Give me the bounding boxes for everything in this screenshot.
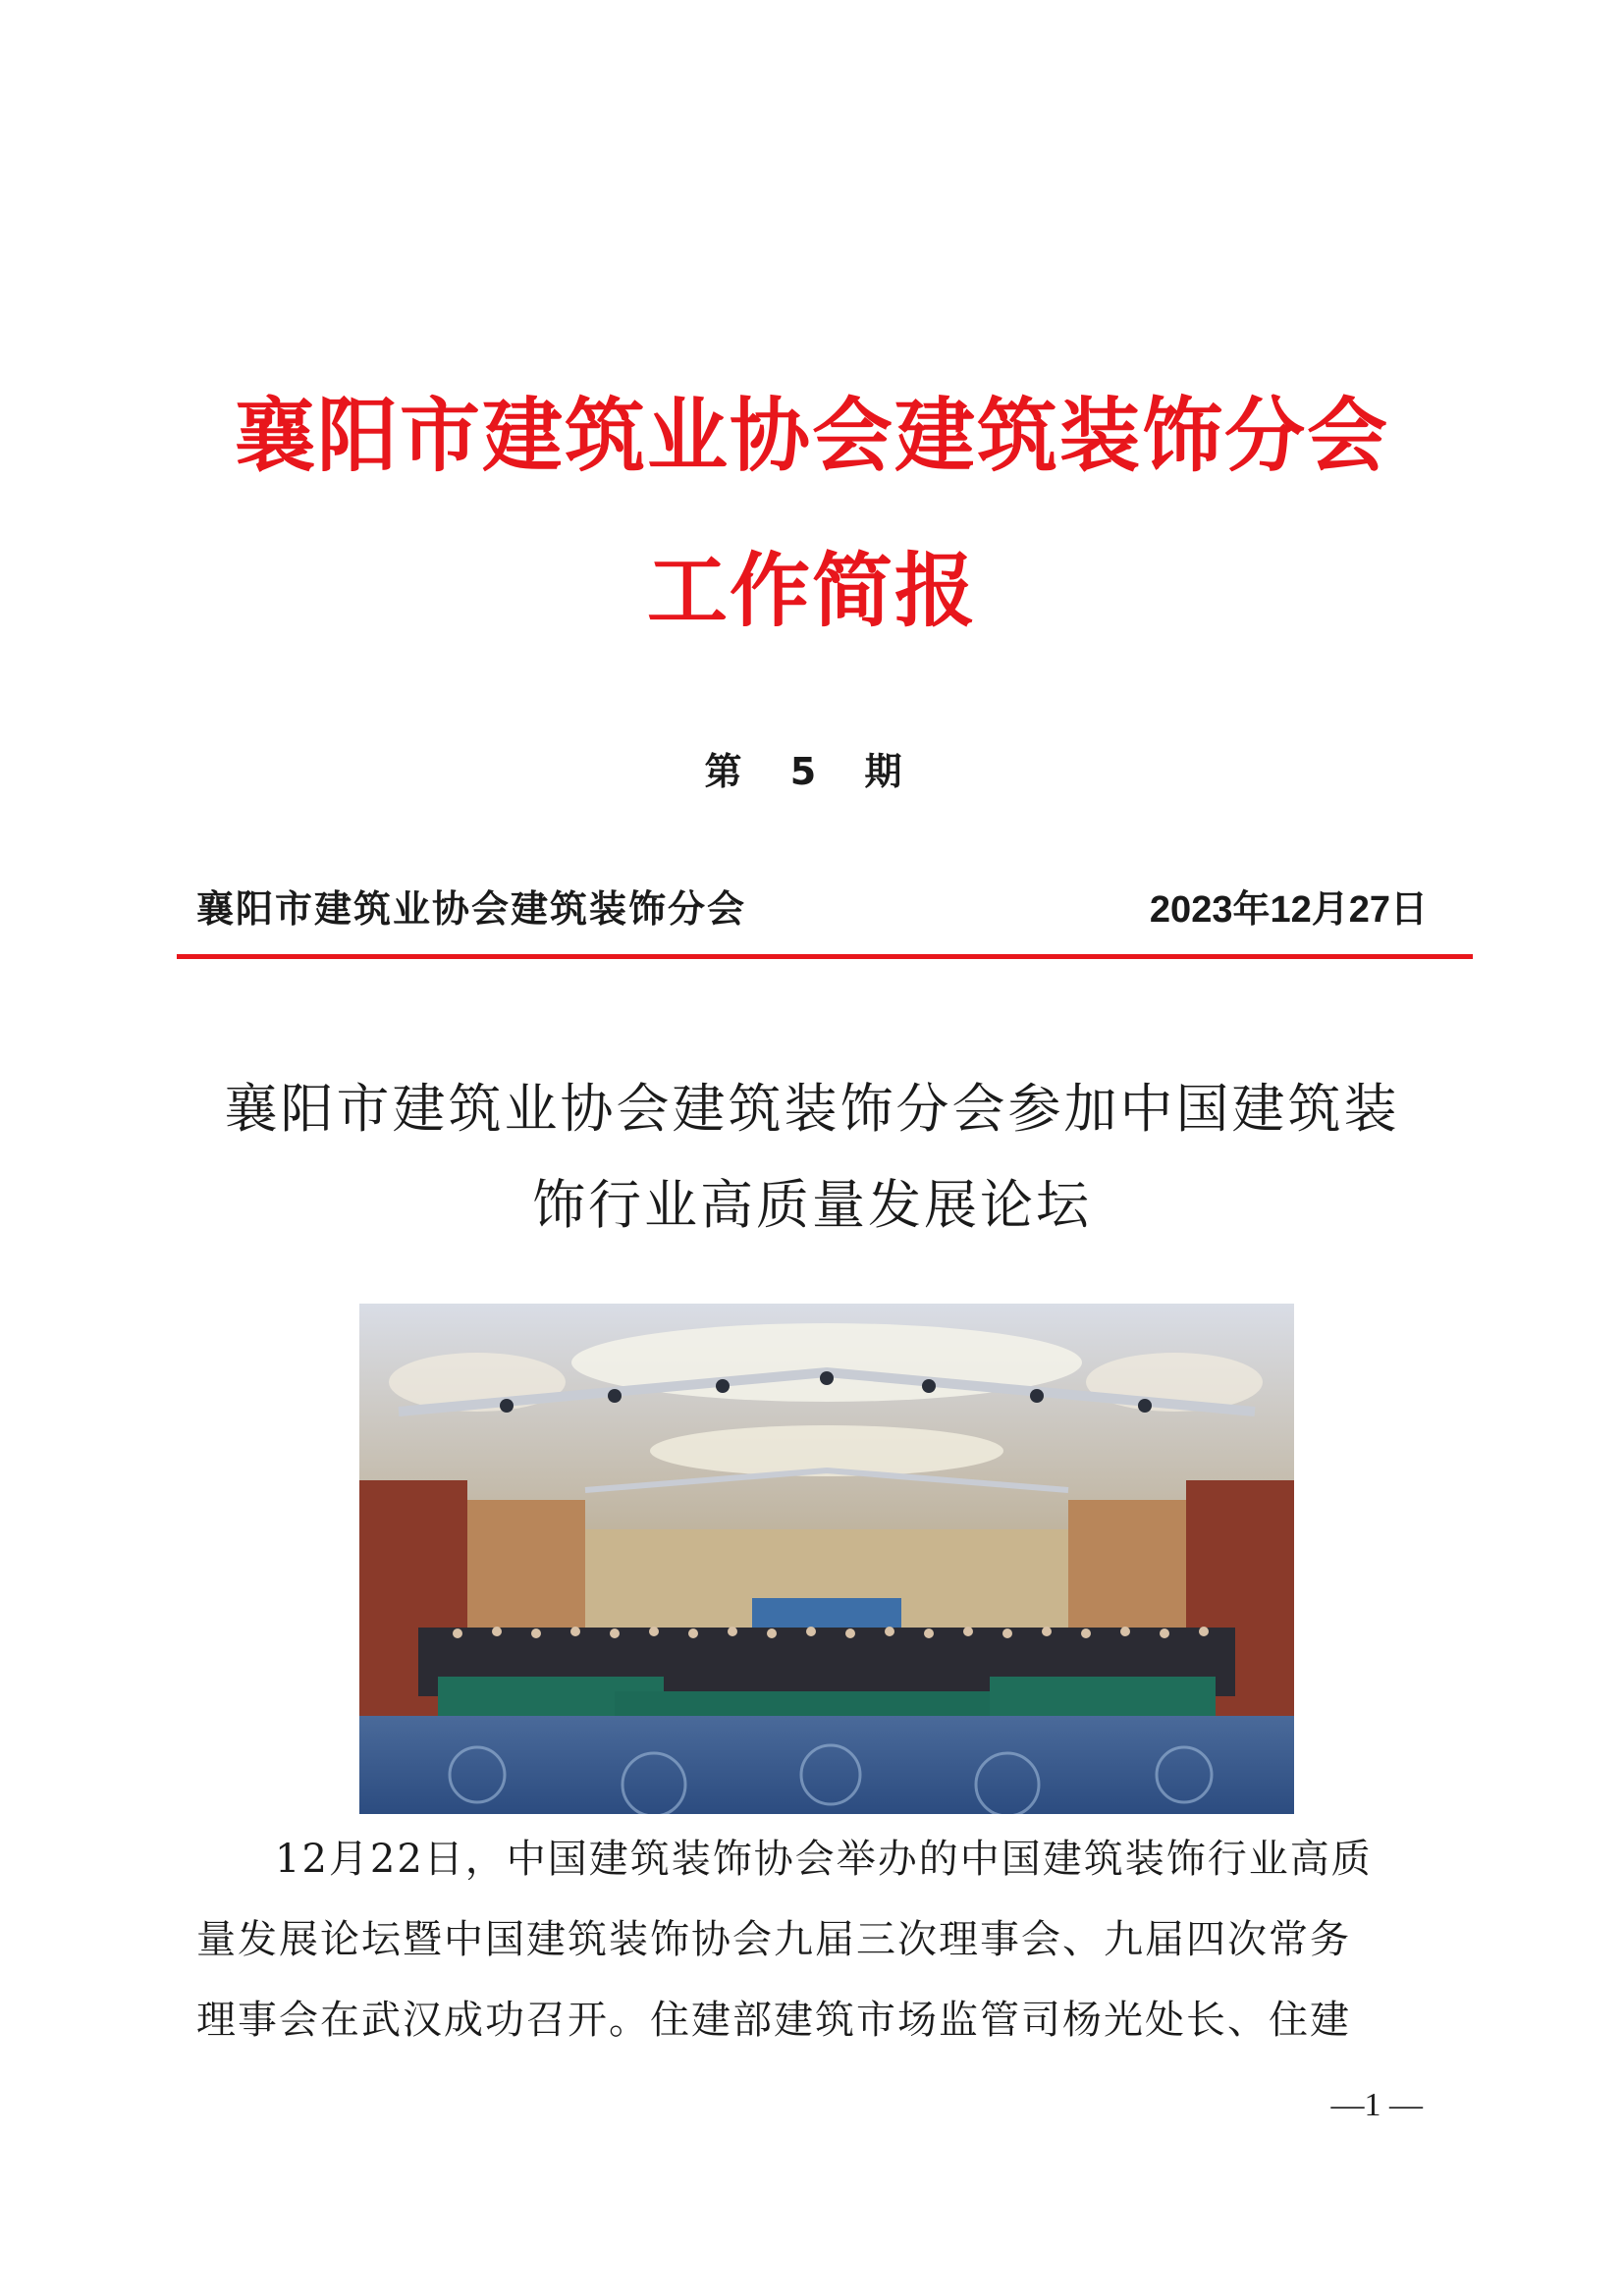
article-title-line-1: 襄阳市建筑业协会建筑装饰分会参加中国建筑装 bbox=[224, 1078, 1400, 1140]
page-number: —1 — bbox=[1330, 2087, 1423, 2123]
issuing-organization: 襄阳市建筑业协会建筑装饰分会 bbox=[196, 886, 747, 931]
body-paragraph-line-2: 量发展论坛暨中国建筑装饰协会九届三次理事会、九届四次常务 bbox=[196, 1917, 1351, 1962]
conference-photo bbox=[359, 1304, 1294, 1814]
body-paragraph-line-3: 理事会在武汉成功召开。住建部建筑市场监管司杨光处长、住建 bbox=[196, 1998, 1351, 2043]
masthead-subtitle: 工作简报 bbox=[646, 545, 977, 638]
masthead-title: 襄阳市建筑业协会建筑装饰分会 bbox=[234, 390, 1389, 483]
issue-date: 2023年12月27日 bbox=[1149, 889, 1428, 931]
issue-number: 第 5 期 bbox=[704, 750, 920, 793]
body-paragraph-line-1: 12月22日，中国建筑装饰协会举办的中国建筑装饰行业高质 bbox=[275, 1837, 1373, 1882]
article-title-line-2: 饰行业高质量发展论坛 bbox=[532, 1174, 1092, 1236]
red-divider bbox=[177, 954, 1473, 959]
conference-hall-illustration bbox=[359, 1304, 1294, 1814]
